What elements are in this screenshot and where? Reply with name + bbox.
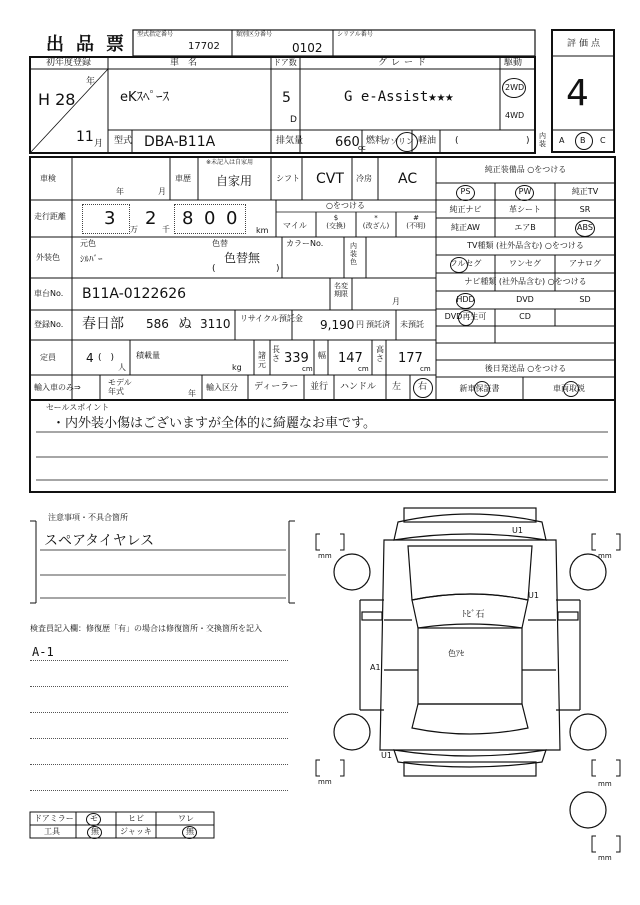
jack-value: 無 xyxy=(186,827,194,836)
dim-label: 諸元 xyxy=(258,351,266,369)
form-title: 出品票 xyxy=(46,34,136,55)
recycle-value: 9,190 xyxy=(320,318,355,332)
navi-cd: CD xyxy=(519,312,531,321)
width-cm: cm xyxy=(358,365,369,373)
mm-label-2: mm xyxy=(598,552,612,560)
jack-circle xyxy=(182,826,197,839)
tv-fullseg-circle xyxy=(450,257,468,273)
width-value: 147 xyxy=(338,351,363,366)
later-warranty: 新車保証書 xyxy=(459,384,500,393)
inspector-text: A-1 xyxy=(32,645,54,659)
equip-sr: SR xyxy=(579,205,591,214)
length-cm: cm xyxy=(302,365,313,373)
interior-b: B xyxy=(580,136,586,145)
diagram-iroake: 色ｱｾ xyxy=(448,649,464,658)
notes-label: 注意事項・不具合箇所 xyxy=(48,513,128,522)
doors-label: ドア数 xyxy=(273,58,297,67)
import-label: 輸入車のみ⇒ xyxy=(34,383,81,392)
handle-left: 左 xyxy=(392,382,402,392)
color-no-label: カラーNo. xyxy=(286,239,324,248)
capacity-label: 定員 xyxy=(40,353,56,362)
interior-color-label: 内装色 xyxy=(350,242,357,267)
later-manual-circle xyxy=(563,381,579,397)
type-code-label: 型式指定番号 xyxy=(137,31,174,38)
drive-label: 駆動 xyxy=(504,58,523,68)
height-value: 177 xyxy=(398,351,423,366)
later-manual: 車両取説 xyxy=(553,384,585,393)
later-warranty-circle xyxy=(474,381,490,397)
tv-analog: アナログ xyxy=(569,259,601,268)
history-note: ※未記入は自家用 xyxy=(206,159,254,166)
tool-label: 工具 xyxy=(44,827,60,836)
person-unit: 人 xyxy=(118,363,126,372)
diagram-a1: A1 xyxy=(370,663,381,672)
capacity-paren: ( ) xyxy=(98,353,115,363)
recycle-paid: 預託済 xyxy=(366,320,390,329)
notes-text: スペアタイヤレス xyxy=(44,533,155,549)
fuel-diesel: 軽油 xyxy=(418,136,437,146)
name-change-label: 名変期限 xyxy=(334,282,348,299)
displacement: 660 xyxy=(335,135,360,150)
drive-2wd: 2WD xyxy=(505,83,525,92)
break-label: ワレ xyxy=(178,814,194,823)
navi-dvd-play: DVD再生可 xyxy=(444,312,487,321)
year-unit: 年 xyxy=(86,77,96,87)
fuel-circle xyxy=(396,132,418,152)
inspector-label: 検査員記入欄：修復歴「有」の場合は修復箇所・交換箇所を記入 xyxy=(30,624,262,633)
repaint-value: 色替無 xyxy=(224,251,261,265)
original-color: ｼﾙﾊﾞｰ xyxy=(80,255,103,265)
drive-4wd: 4WD xyxy=(505,111,525,120)
recycle-unit: 円 xyxy=(356,320,364,329)
first-reg-label: 初年度登録 xyxy=(46,58,92,68)
diagram-tobi: ﾄﾋﾞ石 xyxy=(462,610,485,620)
mileage-digit-5: 0 xyxy=(226,208,238,229)
grade-value: G e-Assist★★★ xyxy=(344,89,454,105)
shift-label: シフト xyxy=(276,174,300,183)
handle-label: ハンドル xyxy=(340,382,377,392)
mm-label-1: mm xyxy=(318,552,332,560)
tv-fullseg: フルセグ xyxy=(449,259,482,268)
first-reg-era: H 28 xyxy=(38,90,76,109)
mileage-label: 走行距離 xyxy=(34,212,66,221)
inspector-line-6 xyxy=(30,790,288,791)
interior-label: 内装 xyxy=(539,132,546,148)
circle-header: ○をつける xyxy=(326,201,365,210)
length-value: 339 xyxy=(284,351,309,366)
inspection-month-unit: 月 xyxy=(158,187,166,196)
paren-open: ( xyxy=(455,136,459,146)
mm-label-3: mm xyxy=(318,778,332,786)
tv-title: TV種類 (社外品含む) ○をつける xyxy=(467,241,584,250)
handle-right: 右 xyxy=(418,382,428,392)
equip-pw-circle xyxy=(515,185,534,201)
tool-value: 無 xyxy=(91,827,99,836)
fuel-gasoline: ガソリン xyxy=(382,137,414,146)
tool-circle xyxy=(87,826,102,839)
sales-label: セールスポイント xyxy=(46,403,110,412)
recycle-label: リサイクル預託金 xyxy=(240,314,303,323)
equip-navi: 純正ナビ xyxy=(449,205,482,214)
plate-label: 登録No. xyxy=(34,320,64,329)
inspector-line-3 xyxy=(30,712,288,713)
doors-value: 5 xyxy=(282,90,291,106)
km-unit: km xyxy=(256,226,269,235)
parallel-option: 並行 xyxy=(310,382,329,392)
fuel-label: 燃料 xyxy=(366,136,385,146)
category-label: 類別区分番号 xyxy=(236,31,273,38)
score-label: 評価点 xyxy=(567,39,604,49)
unknown-option: # (不明) xyxy=(406,214,426,231)
interior-c: C xyxy=(600,136,606,145)
equip-ps-circle xyxy=(456,185,475,201)
sales-text: ・内外装小傷はございますが全体的に綺麗なお車です。 xyxy=(52,416,376,431)
car-name: eKｽﾍﾟｰｽ xyxy=(120,90,170,105)
load-kg: kg xyxy=(232,363,242,372)
equip-airbag: エアB xyxy=(514,223,536,232)
diagram-u1-bottom: U1 xyxy=(381,751,392,760)
model-label: 型式 xyxy=(114,136,133,146)
import-class-label: 輸入区分 xyxy=(206,383,238,392)
plate-class: 586 xyxy=(146,317,169,331)
paren-close: ) xyxy=(526,136,530,146)
equipment-title: 純正装備品 ○をつける xyxy=(484,165,567,174)
model-year-label: モデル年式 xyxy=(108,378,132,397)
inspector-line-5 xyxy=(30,764,288,765)
category: 0102 xyxy=(292,41,323,55)
model-year-unit: 年 xyxy=(188,389,196,398)
equip-pw: PW xyxy=(518,187,532,196)
mirror-label: ドアミラー xyxy=(34,814,74,823)
width-label: 幅 xyxy=(318,351,326,360)
diagram-u1-top: U1 xyxy=(512,526,523,535)
crack-label: ヒビ xyxy=(128,814,144,823)
plate-number: 3110 xyxy=(200,317,231,331)
plate-area: 春日部 xyxy=(82,316,124,332)
equip-abs-circle xyxy=(575,220,595,237)
equip-tv: 純正TV xyxy=(571,187,599,196)
jack-label: ジャッキ xyxy=(120,827,152,836)
navi-dvd-play-circle xyxy=(458,310,474,326)
handle-right-circle xyxy=(413,378,433,398)
model-value: DBA-B11A xyxy=(144,134,216,150)
navi-hdd: HDD xyxy=(456,295,475,304)
equip-aw: 純正AW xyxy=(451,223,480,232)
month-unit: 月 xyxy=(94,139,104,149)
navi-title: ナビ種類 (社外品含む) ○をつける xyxy=(464,277,587,286)
original-color-label: 元色 xyxy=(80,239,96,248)
modified-option: * (改ざん) xyxy=(362,214,390,231)
shift-value: CVT xyxy=(316,171,344,187)
capacity-value: 4 xyxy=(86,351,94,365)
repaint-paren-open: ( xyxy=(212,264,216,274)
height-cm: cm xyxy=(420,365,431,373)
navi-sd: SD xyxy=(579,295,591,304)
drive-2wd-circle xyxy=(502,78,526,98)
name-change-month: 月 xyxy=(392,297,400,306)
repaint-label: 色替 xyxy=(212,239,228,248)
equip-abs: ABS xyxy=(577,223,593,232)
mile-option: マイル xyxy=(283,221,307,230)
chassis-label: 車台No. xyxy=(34,289,64,298)
type-code: 17702 xyxy=(188,41,220,52)
cooler-label: 冷房 xyxy=(356,174,372,183)
equip-leather: 革シート xyxy=(509,205,541,214)
color-label: 外装色 xyxy=(36,253,60,262)
load-label: 積載量 xyxy=(136,351,160,360)
repaint-paren-close: ) xyxy=(276,264,280,274)
diagram-u1-right: U1 xyxy=(528,591,539,600)
grade-label: グレード xyxy=(378,58,431,68)
mileage-digit-4: 0 xyxy=(204,208,216,229)
navi-hdd-circle xyxy=(456,293,475,309)
serial-label: シリアル番号 xyxy=(337,31,373,38)
inspection-label: 車検 xyxy=(40,174,56,183)
car-damage-diagram xyxy=(300,500,640,870)
door-type: D xyxy=(290,115,297,125)
plate-kana: ぬ xyxy=(178,316,192,332)
mirror-value: モ xyxy=(90,814,98,823)
length-label: 長さ xyxy=(272,345,280,363)
mm-label-5: mm xyxy=(598,854,612,862)
mm-label-4: mm xyxy=(598,780,612,788)
inspector-line-1 xyxy=(30,660,288,661)
car-name-label: 車 名 xyxy=(170,58,198,68)
interior-a: A xyxy=(559,136,565,145)
recycle-unpaid: 未預託 xyxy=(400,320,424,329)
mileage-sen: 千 xyxy=(162,225,170,234)
inspector-line-2 xyxy=(30,686,288,687)
displacement-label: 排気量 xyxy=(276,136,304,146)
exchange-option: $ (交換) xyxy=(326,214,346,231)
dealer-option: ディーラー xyxy=(254,382,299,392)
score-value: 4 xyxy=(566,73,589,114)
mileage-man: 万 xyxy=(130,225,138,234)
mileage-digit-1: 3 xyxy=(104,208,116,229)
history-label: 車歴 xyxy=(175,174,191,183)
mileage-digit-2: 2 xyxy=(145,208,157,229)
interior-b-circle xyxy=(575,132,593,150)
equip-ps: PS xyxy=(460,187,471,196)
cooler-value: AC xyxy=(398,171,418,187)
tv-oneseg: ワンセグ xyxy=(509,259,541,268)
chassis-value: B11A-0122626 xyxy=(82,286,187,302)
cc-unit: cc xyxy=(358,144,366,152)
inspection-year-unit: 年 xyxy=(116,187,124,196)
inspector-line-4 xyxy=(30,738,288,739)
mirror-circle xyxy=(86,813,101,826)
mileage-digit-3: 8 xyxy=(182,208,194,229)
height-label: 高さ xyxy=(376,345,384,363)
later-title: 後日発送品 ○をつける xyxy=(484,364,567,373)
history-value: 自家用 xyxy=(216,174,253,188)
navi-dvd: DVD xyxy=(516,295,534,304)
first-reg-month: 11 xyxy=(76,129,94,145)
